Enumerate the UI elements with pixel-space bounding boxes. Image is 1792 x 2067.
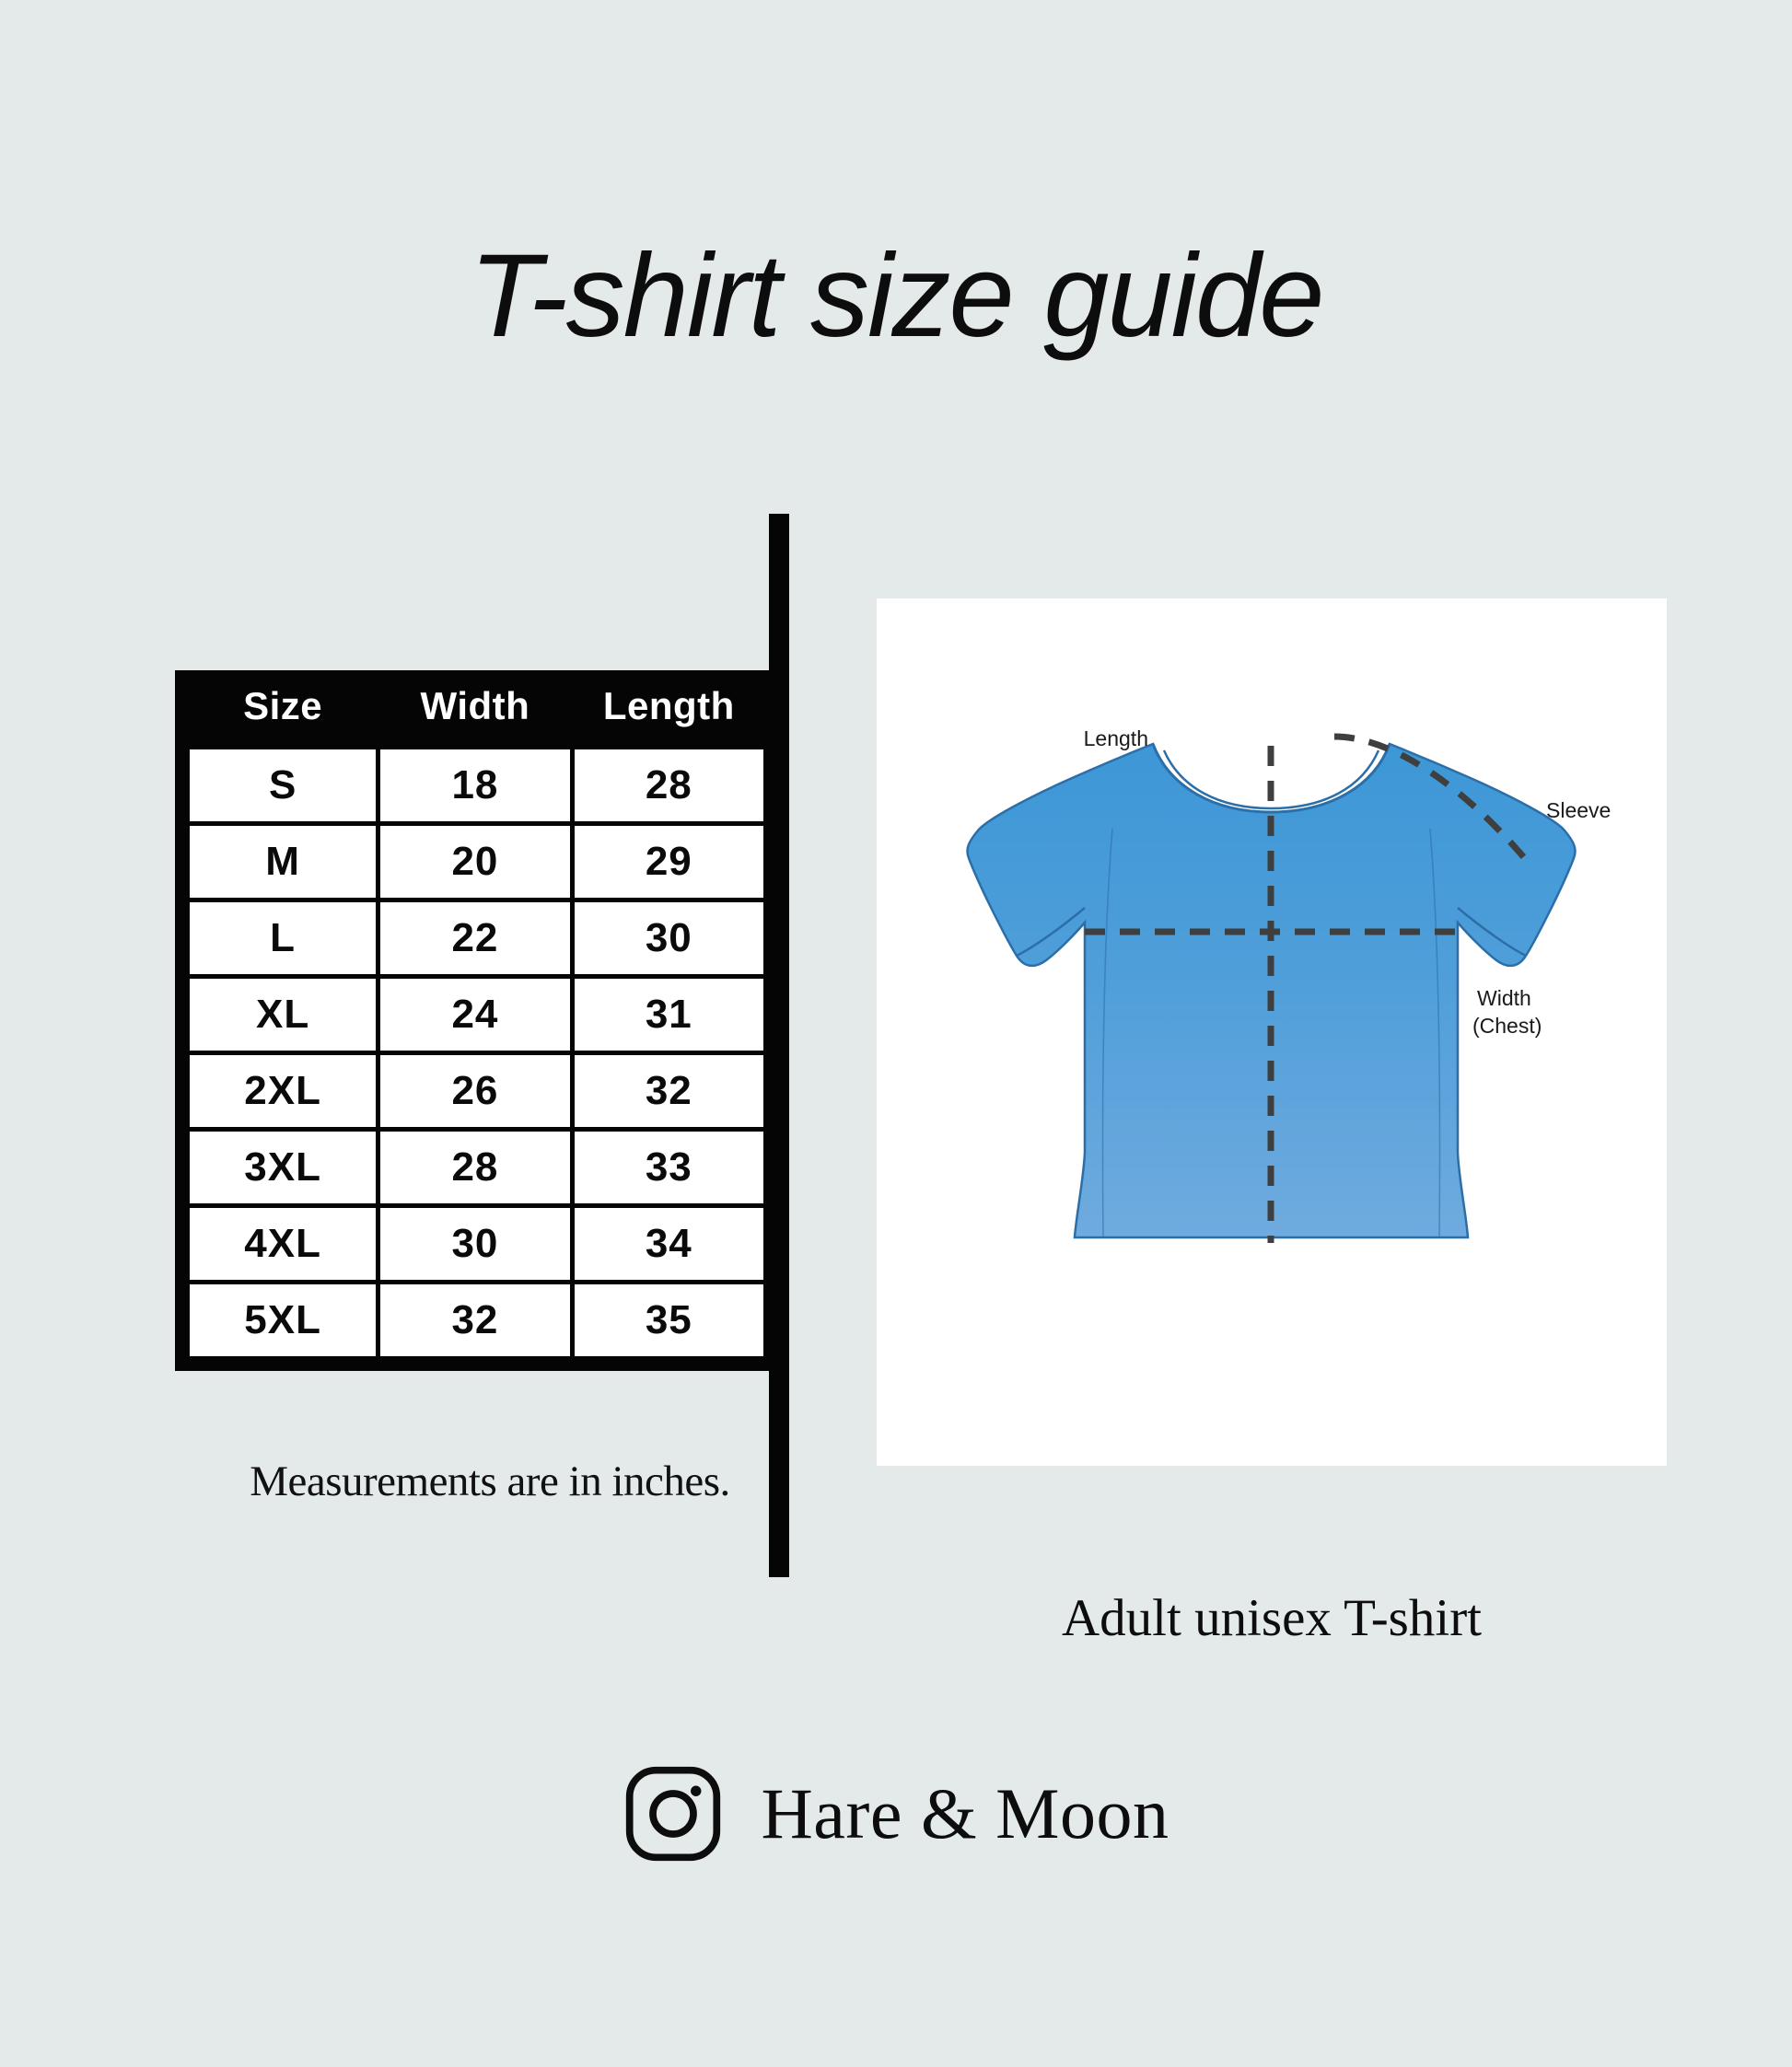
cell-length: 28 xyxy=(572,748,765,824)
cell-width: 20 xyxy=(378,824,572,900)
tshirt-diagram xyxy=(877,598,1667,1466)
size-table-container xyxy=(175,670,778,1371)
table-row xyxy=(188,1283,766,1359)
table-row xyxy=(188,824,766,900)
footer-brand xyxy=(0,1763,1792,1864)
cell-size: 3XL xyxy=(188,1130,378,1206)
measurements-note: Measurements are in inches. xyxy=(250,1457,730,1505)
cell-width: 28 xyxy=(378,1130,572,1206)
cell-width: 22 xyxy=(378,900,572,977)
table-row xyxy=(188,1206,766,1283)
label-sleeve: Sleeve xyxy=(1546,798,1612,822)
label-width: Width xyxy=(1477,986,1531,1010)
size-table xyxy=(185,680,768,1361)
cell-width: 26 xyxy=(378,1053,572,1130)
cell-size: S xyxy=(188,748,378,824)
illustration-caption: Adult unisex T-shirt xyxy=(1061,1589,1483,1647)
cell-size: M xyxy=(188,824,378,900)
cell-size: L xyxy=(188,900,378,977)
cell-length: 35 xyxy=(572,1283,765,1359)
table-header-row xyxy=(188,680,766,748)
column-header-size: Size xyxy=(188,680,378,748)
table-row xyxy=(188,1053,766,1130)
tshirt-illustration-card xyxy=(877,598,1667,1466)
cell-width: 30 xyxy=(378,1206,572,1283)
table-row xyxy=(188,1130,766,1206)
cell-size: 2XL xyxy=(188,1053,378,1130)
label-length: Length xyxy=(1083,726,1148,750)
instagram-icon[interactable] xyxy=(623,1763,724,1864)
cell-width: 18 xyxy=(378,748,572,824)
column-header-length: Length xyxy=(572,680,765,748)
page-title: T-shirt size guide xyxy=(469,230,1323,362)
cell-length: 31 xyxy=(572,977,765,1053)
brand-name: Hare & Moon xyxy=(761,1773,1169,1853)
table-row xyxy=(188,977,766,1053)
cell-length: 30 xyxy=(572,900,765,977)
cell-length: 34 xyxy=(572,1206,765,1283)
cell-length: 29 xyxy=(572,824,765,900)
cell-size: 5XL xyxy=(188,1283,378,1359)
cell-size: 4XL xyxy=(188,1206,378,1283)
label-width-chest: (Chest) xyxy=(1472,1014,1542,1038)
table-row xyxy=(188,900,766,977)
cell-size: XL xyxy=(188,977,378,1053)
table-row xyxy=(188,748,766,824)
cell-width: 24 xyxy=(378,977,572,1053)
cell-length: 33 xyxy=(572,1130,765,1206)
cell-length: 32 xyxy=(572,1053,765,1130)
column-header-width: Width xyxy=(378,680,572,748)
cell-width: 32 xyxy=(378,1283,572,1359)
